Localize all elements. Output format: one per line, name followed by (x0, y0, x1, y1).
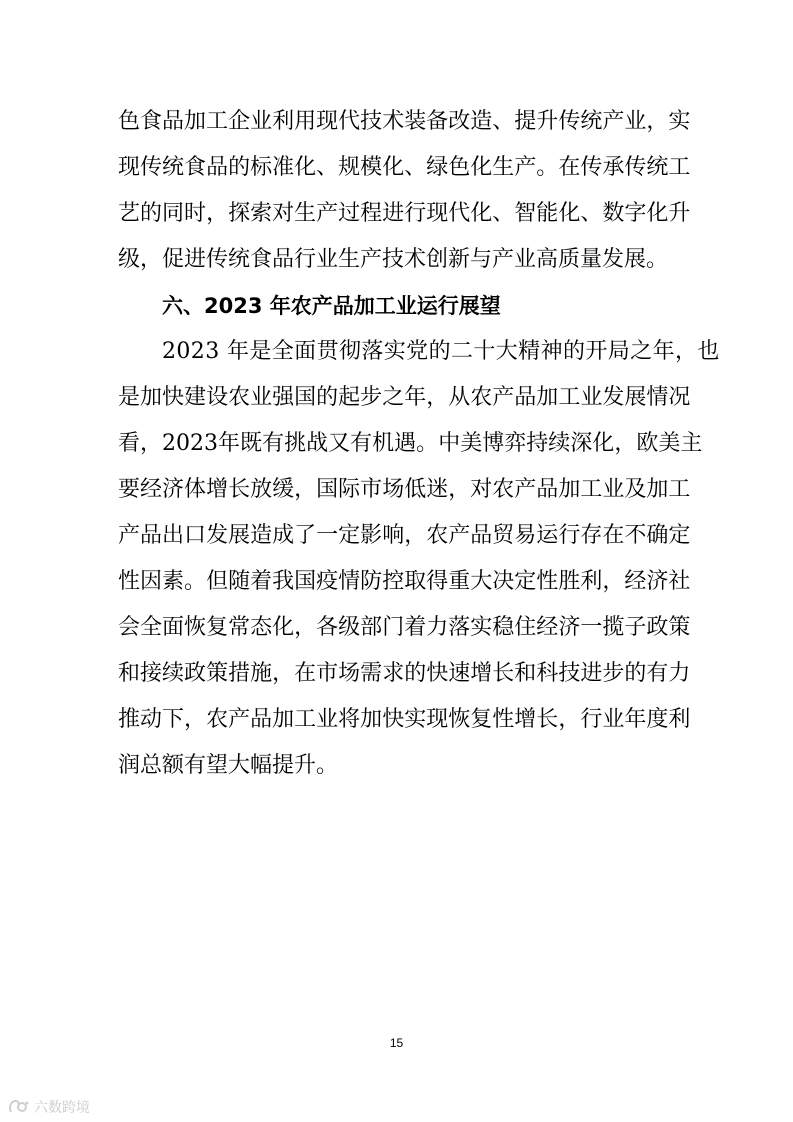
paragraph-line: 会 全 面 恢 复 常 态 化 ， 各 级 部 门 着 力 落 实 稳 住 经 济 一 揽 子 政 策 (118, 615, 691, 640)
paragraph-line: 和 接 续 政 策 措 施 ， 在 市 场 需 求 的 快 速 增 长 和 科 技 进 步 的 有 力 (118, 661, 691, 686)
paragraph-line: 级，促进传统食品行业生产技术创新与产业高质量发展。 (118, 247, 669, 272)
paragraph-line: 2023 年是全面贯彻落实党的二十大精神的开局之年，也 (162, 339, 720, 364)
paragraph-line: 润总额有望大幅提升。 (118, 753, 339, 778)
paragraph-line: 看 ， 2023 年 既 有 挑 战 又 有 机 遇 。 中 美 博 弈 持 续 深 化 ， 欧 美 主 (118, 431, 703, 456)
watermark-text: 六数跨境 (34, 1100, 90, 1116)
section-heading: 六、2023 年农产品加工业运行展望 (162, 294, 501, 318)
paragraph-line: 产 品 出 口 发 展 造 成 了 一 定 影 响 ， 农 产 品 贸 易 运 行 存 在 不 确 定 (118, 523, 691, 548)
paragraph-line: 推 动 下 ， 农 产 品 加 工 业 将 加 快 实 现 恢 复 性 增 长 ， 行 业 年 度 利 (118, 707, 691, 732)
page-number: 15 (389, 1036, 404, 1050)
paragraph-line: 艺 的 同 时 ， 探 索 对 生 产 过 程 进 行 现 代 化 、 智 能 化 、 数 字 化 升 (118, 201, 691, 226)
paragraph-line: 现 传 统 食 品 的 标 准 化 、 规 模 化 、 绿 色 化 生 产 。 在 传 承 传 统 工 (118, 155, 691, 180)
paragraph-line: 是 加 快 建 设 农 业 强 国 的 起 步 之 年 ， 从 农 产 品 加 工 业 发 展 情 况 (118, 385, 691, 410)
paragraph-line: 要 经 济 体 增 长 放 缓 ， 国 际 市 场 低 迷 ， 对 农 产 品 加 工 业 及 加 工 (118, 477, 691, 502)
watermark (8, 1097, 90, 1117)
paragraph-line: 色 食 品 加 工 企 业 利 用 现 代 技 术 装 备 改 造 、 提 升 传 统 产 业 ， 实 (118, 109, 691, 134)
paragraph-line: 性 因 素 。 但 随 着 我 国 疫 情 防 控 取 得 重 大 决 定 性 胜 利 ， 经 济 社 (118, 569, 691, 594)
watermark-logo-icon (8, 1098, 30, 1116)
